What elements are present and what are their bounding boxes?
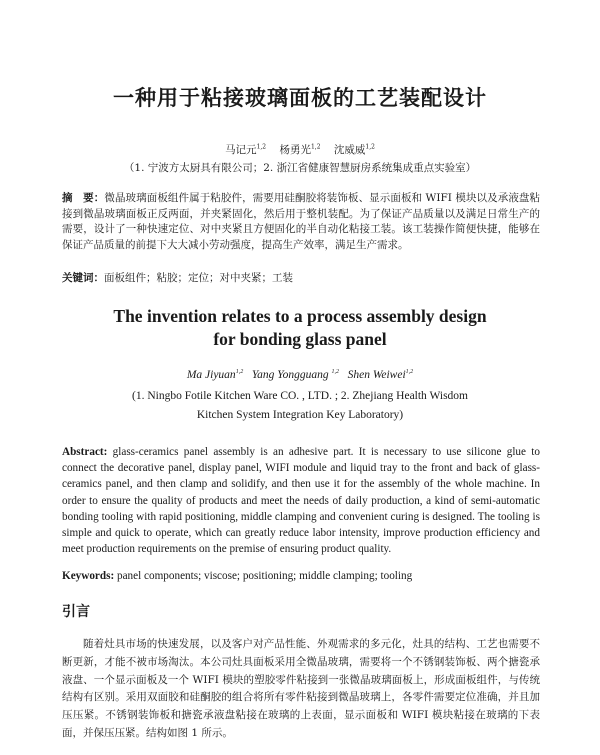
chinese-abstract-label: 摘 要： <box>62 192 105 204</box>
author-affiliation-mark: 1,2 <box>256 143 267 151</box>
chinese-authors <box>0 142 600 157</box>
english-abstract-label: Abstract: <box>62 446 108 458</box>
author-name: Shen Weiwei <box>347 369 406 381</box>
chinese-keywords-label: 关键词： <box>62 272 104 284</box>
chinese-affiliation: （1. 宁波方太厨具有限公司；2. 浙江省健康智慧厨房系统集成重点实验室） <box>123 162 477 174</box>
chinese-keywords-text: 面板组件；粘胶；定位；对中夹紧；工装 <box>104 272 293 284</box>
english-affiliation <box>0 387 600 425</box>
english-affiliation-line: Kitchen System Integration Key Laboratory) <box>196 409 404 421</box>
author-name: Ma Jiyuan <box>186 369 236 381</box>
english-abstract-text: glass-ceramics panel assembly is an adhesive part. It is necessary to use silicone glue to connect the decorative panel, display panel, WIFI module and liquid tray to the front and back of glass-ceramics panel, and then clamp and solidify, and then use it for the assembly of the whole machine. In order to ensure the quality of products and meet the needs of daily production, a kind of semi-automatic bonding tooling with rapid positioning, middle clamping and convenient curing is designed. The tooling is simple and quick to operate, which can greatly reduce labor intensity, improve production efficiency and meet production requirements on the premise of ensuring product quality. <box>62 446 540 556</box>
english-keywords <box>62 570 540 582</box>
chinese-keywords <box>62 270 540 285</box>
author-name: 马记元 <box>225 144 257 156</box>
chinese-title: 一种用于粘接玻璃面板的工艺装配设计 <box>113 86 487 110</box>
english-title <box>0 305 600 351</box>
author-affiliation-mark: 1,2 <box>405 369 414 376</box>
author-name: 沈威威 <box>333 144 366 156</box>
english-keywords-text: panel components; viscose; positioning; middle clamping; tooling <box>114 570 413 582</box>
author-affiliation-mark: 1,2 <box>310 143 321 151</box>
english-abstract <box>62 444 540 557</box>
author-affiliation-mark: 1,2 <box>235 369 244 376</box>
body-paragraph: 随着灶具市场的快速发展，以及客户对产品性能、外观需求的多元化，灶具的结构、工艺也需要不断更新，才能不被市场淘汰。本公司灶具面板采用全微晶玻璃，需要将一个不锈钢装饰板、两个搪瓷承液盘、一个显示面板及一个 WIFI 模块的塑胶零件粘接到一张微晶玻璃面板上，形成面板组件，与传统结构有区别。采用双面胶和硅酮胶的组合将所有零件粘接到微晶玻璃上，各零件需要定位准确，并且加压压紧。不锈钢装饰板和搪瓷承液盘粘接在玻璃的上表面，显示面板和 WIFI 模块粘接在玻璃的下表面，并保压压紧。结构如图 1 所示。 <box>62 638 540 739</box>
english-affiliation-line: (1. Ningbo Fotile Kitchen Ware CO. , LTD. ; 2. Zhejiang Health Wisdom <box>131 390 468 402</box>
author-affiliation-mark: 1,2 <box>331 369 339 376</box>
english-keywords-label: Keywords: <box>62 570 115 582</box>
chinese-abstract-text: 微晶玻璃面板组件属于粘胶件，需要用硅酮胶将装饰板、显示面板和 WIFI 模块以及承液盘粘接到微晶玻璃面板正反两面，并夹紧固化，然后用于整机装配。为了保证产品质量以及满足日常生产的需要，设计了一种快速定位、对中夹紧且方便固化的半自动化粘接工装。该工装操作简便快捷，能够在保证产品质量的前提下大大减小劳动强度，提高生产效率，满足生产需求。 <box>62 192 541 251</box>
english-title-line: for bonding glass panel <box>213 329 387 349</box>
english-title-line: The invention relates to a process assembly design <box>113 306 487 326</box>
author-affiliation-mark: 1,2 <box>365 143 375 151</box>
chinese-abstract <box>62 191 540 253</box>
section-heading: 引言 <box>62 604 90 620</box>
english-authors <box>0 369 600 381</box>
author-name: 杨勇光 <box>279 144 311 156</box>
author-name: Yang Yongguang <box>251 369 329 381</box>
